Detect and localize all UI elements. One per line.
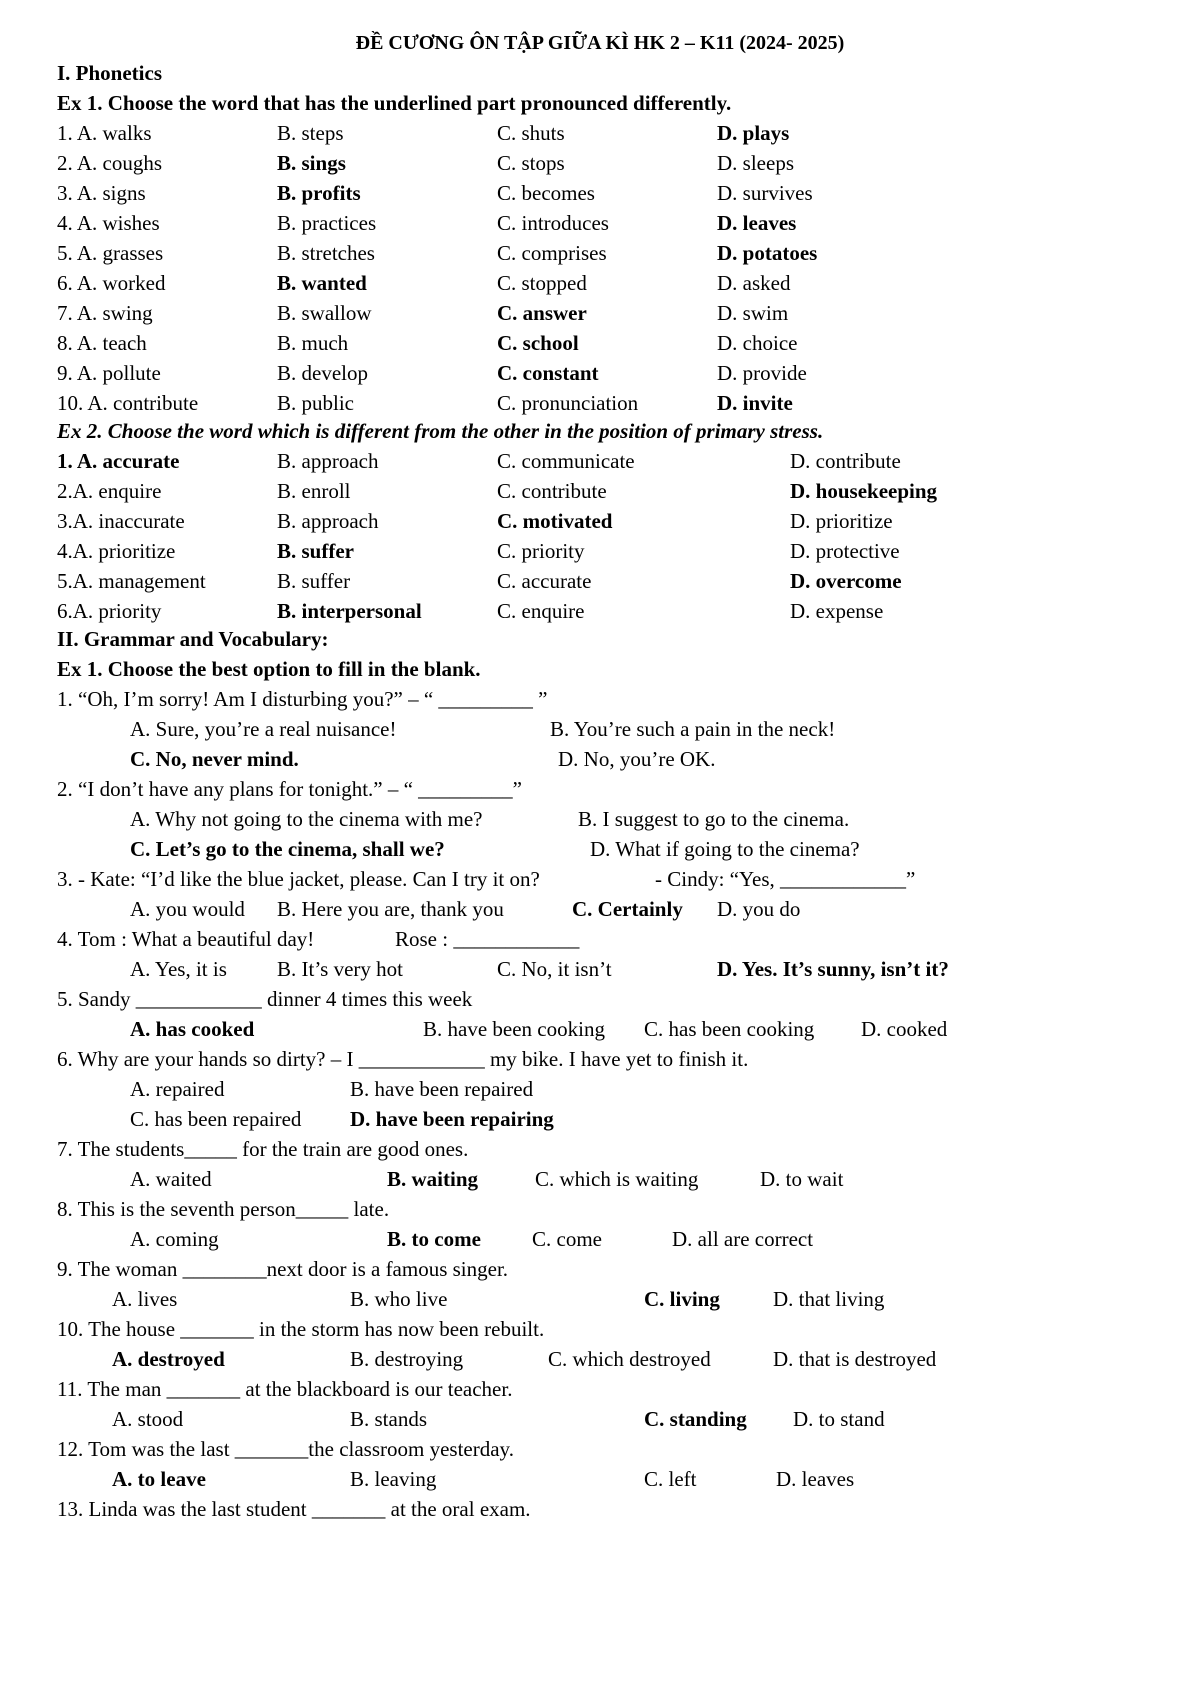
grammar-line-row — [0, 1074, 1200, 1104]
grammar-line-cell: A. Why not going to the cinema with me? — [130, 807, 483, 831]
grammar-line-row — [0, 1224, 1200, 1254]
grammar-line-cell: B. stands — [350, 1407, 428, 1431]
grammar-line-cell: A. waited — [130, 1167, 212, 1191]
phonetics-question-cell: D. provide — [717, 361, 807, 385]
grammar-line-cell: 3. - Kate: “I’d like the blue jacket, please. Can I try it on? — [57, 867, 540, 891]
phonetics-question-cell: C. school — [497, 331, 579, 355]
grammar-line-cell: C. living — [644, 1287, 720, 1311]
phonetics-question-cell: D. asked — [717, 271, 791, 295]
grammar-line-row — [0, 1164, 1200, 1194]
stress-question-cell: D. protective — [790, 539, 900, 563]
phonetics-question-cell: B. public — [277, 391, 354, 415]
grammar-line-cell: 10. The house _______ in the storm has now been rebuilt. — [57, 1317, 545, 1341]
grammar-line-row — [0, 924, 1200, 954]
phonetics-question-cell: 9. A. pollute — [57, 361, 161, 385]
grammar-line-cell: B. have been repaired — [350, 1077, 534, 1101]
phonetics-question-row — [0, 178, 1200, 208]
phonetics-question-row — [0, 358, 1200, 388]
exercise-heading — [0, 88, 1200, 118]
phonetics-question-cell: 4. A. wishes — [57, 211, 160, 235]
stress-question-cell: B. enroll — [277, 479, 351, 503]
phonetics-question-cell: C. constant — [497, 361, 599, 385]
grammar-line-cell: B. destroying — [350, 1347, 464, 1371]
grammar-line-cell: B. I suggest to go to the cinema. — [578, 807, 850, 831]
phonetics-question-cell: D. survives — [717, 181, 813, 205]
stress-question-cell: D. housekeeping — [790, 479, 938, 503]
stress-question-cell: B. approach — [277, 449, 379, 473]
phonetics-question-cell: B. steps — [277, 121, 344, 145]
stress-question-cell: 4.A. prioritize — [57, 539, 176, 563]
stress-question-row — [0, 506, 1200, 536]
grammar-line-cell: C. Certainly — [572, 897, 683, 921]
phonetics-question-cell: 6. A. worked — [57, 271, 166, 295]
page-title: ĐỀ CƯƠNG ÔN TẬP GIỮA KÌ HK 2 – K11 (2024- 2025) — [355, 32, 845, 54]
exercise-heading — [0, 654, 1200, 684]
grammar-line-row — [0, 1314, 1200, 1344]
phonetics-question-cell: C. shuts — [497, 121, 565, 145]
phonetics-question-cell: 8. A. teach — [57, 331, 147, 355]
phonetics-question-cell: B. develop — [277, 361, 368, 385]
phonetics-question-row — [0, 238, 1200, 268]
exercise-label: Ex 1. Choose the word that has the underlined part pronounced differently. — [57, 91, 732, 115]
stress-question-cell: 3.A. inaccurate — [57, 509, 185, 533]
grammar-line-row — [0, 684, 1200, 714]
grammar-line-row — [0, 804, 1200, 834]
phonetics-question-row — [0, 328, 1200, 358]
grammar-line-cell: 4. Tom : What a beautiful day! — [57, 927, 315, 951]
grammar-line-cell: C. left — [644, 1467, 697, 1491]
grammar-line-row — [0, 1464, 1200, 1494]
grammar-line-row — [0, 1494, 1200, 1524]
grammar-line-cell: - Cindy: “Yes, ____________” — [655, 867, 916, 891]
grammar-line-row — [0, 714, 1200, 744]
grammar-line-cell: A. repaired — [130, 1077, 225, 1101]
grammar-line-row — [0, 1374, 1200, 1404]
grammar-line-cell: A. you would — [130, 897, 245, 921]
stress-question-cell: B. approach — [277, 509, 379, 533]
grammar-line-cell: C. which is waiting — [535, 1167, 699, 1191]
grammar-line-cell: B. Here you are, thank you — [277, 897, 504, 921]
phonetics-question-cell: B. practices — [277, 211, 377, 235]
grammar-line-row — [0, 894, 1200, 924]
phonetics-question-row — [0, 298, 1200, 328]
grammar-line-row — [0, 1104, 1200, 1134]
grammar-line-row — [0, 1434, 1200, 1464]
grammar-line-cell: A. coming — [130, 1227, 219, 1251]
grammar-line-row — [0, 1044, 1200, 1074]
grammar-line-cell: C. come — [532, 1227, 602, 1251]
grammar-line-row — [0, 954, 1200, 984]
section-heading-grammar — [0, 624, 1200, 654]
section-label: II. Grammar and Vocabulary: — [57, 627, 329, 651]
grammar-line-cell: A. destroyed — [112, 1347, 225, 1371]
phonetics-question-cell: B. swallow — [277, 301, 372, 325]
stress-question-cell: B. suffer — [277, 539, 354, 563]
section-label: I. Phonetics — [57, 61, 162, 85]
grammar-line-cell: 9. The woman ________next door is a famous singer. — [57, 1257, 509, 1281]
grammar-line-cell: 13. Linda was the last student _______ at the oral exam. — [57, 1497, 531, 1521]
exercise-heading — [0, 416, 1200, 446]
stress-question-cell: D. expense — [790, 599, 884, 623]
stress-question-cell: D. overcome — [790, 569, 902, 593]
phonetics-question-cell: 1. A. walks — [57, 121, 152, 145]
grammar-line-cell: A. Yes, it is — [130, 957, 227, 981]
grammar-line-row — [0, 744, 1200, 774]
phonetics-question-cell: D. invite — [717, 391, 793, 415]
grammar-line-cell: C. has been repaired — [130, 1107, 302, 1131]
grammar-line-cell: D. that is destroyed — [773, 1347, 937, 1371]
phonetics-question-cell: 2. A. coughs — [57, 151, 162, 175]
stress-question-cell: C. contribute — [497, 479, 607, 503]
grammar-line-cell: C. standing — [644, 1407, 747, 1431]
phonetics-question-cell: C. comprises — [497, 241, 607, 265]
stress-question-row — [0, 446, 1200, 476]
phonetics-question-row — [0, 148, 1200, 178]
grammar-line-cell: 7. The students_____ for the train are good ones. — [57, 1137, 469, 1161]
grammar-line-cell: C. No, it isn’t — [497, 957, 612, 981]
phonetics-question-cell: B. stretches — [277, 241, 375, 265]
grammar-line-row — [0, 1194, 1200, 1224]
grammar-line-row — [0, 774, 1200, 804]
phonetics-question-cell: C. stopped — [497, 271, 587, 295]
grammar-line-cell: A. lives — [112, 1287, 178, 1311]
stress-question-cell: C. priority — [497, 539, 585, 563]
phonetics-question-cell: D. plays — [717, 121, 790, 145]
stress-question-cell: 2.A. enquire — [57, 479, 162, 503]
section-heading-phonetics — [0, 58, 1200, 88]
grammar-line-cell: Rose : ____________ — [395, 927, 580, 951]
phonetics-question-row — [0, 268, 1200, 298]
grammar-line-cell: D. you do — [717, 897, 801, 921]
phonetics-question-cell: B. profits — [277, 181, 361, 205]
phonetics-question-cell: D. leaves — [717, 211, 797, 235]
grammar-line-row — [0, 1134, 1200, 1164]
grammar-line-row — [0, 864, 1200, 894]
phonetics-question-cell: D. sleeps — [717, 151, 794, 175]
phonetics-question-row — [0, 118, 1200, 148]
grammar-line-cell: D. What if going to the cinema? — [590, 837, 860, 861]
grammar-line-cell: 5. Sandy ____________ dinner 4 times this week — [57, 987, 473, 1011]
grammar-line-row — [0, 1014, 1200, 1044]
phonetics-question-cell: 3. A. signs — [57, 181, 146, 205]
stress-question-cell: 5.A. management — [57, 569, 206, 593]
stress-question-cell: B. suffer — [277, 569, 351, 593]
grammar-line-row — [0, 1254, 1200, 1284]
grammar-line-cell: 8. This is the seventh person_____ late. — [57, 1197, 390, 1221]
grammar-line-row — [0, 834, 1200, 864]
grammar-line-cell: 1. “Oh, I’m sorry! Am I disturbing you?” – “ _________ ” — [57, 687, 548, 711]
stress-question-cell: B. interpersonal — [277, 599, 422, 623]
grammar-line-cell: B. leaving — [350, 1467, 437, 1491]
grammar-line-cell: D. No, you’re OK. — [558, 747, 716, 771]
grammar-line-cell: B. who live — [350, 1287, 448, 1311]
grammar-line-cell: 12. Tom was the last _______the classroom yesterday. — [57, 1437, 514, 1461]
phonetics-question-cell: C. answer — [497, 301, 587, 325]
phonetics-question-cell: B. sings — [277, 151, 346, 175]
stress-question-cell: C. communicate — [497, 449, 635, 473]
phonetics-question-cell: B. much — [277, 331, 349, 355]
phonetics-question-cell: D. potatoes — [717, 241, 818, 265]
stress-question-row — [0, 566, 1200, 596]
grammar-line-cell: C. No, never mind. — [130, 747, 299, 771]
grammar-line-cell: B. It’s very hot — [277, 957, 403, 981]
phonetics-question-cell: 5. A. grasses — [57, 241, 164, 265]
phonetics-question-row — [0, 388, 1200, 418]
grammar-line-cell: 6. Why are your hands so dirty? – I ____________ my bike. I have yet to finish it. — [57, 1047, 749, 1071]
phonetics-question-cell: 10. A. contribute — [57, 391, 199, 415]
stress-question-row — [0, 596, 1200, 626]
exercise-label: Ex 1. Choose the best option to fill in the blank. — [57, 657, 481, 681]
phonetics-question-cell: C. introduces — [497, 211, 609, 235]
grammar-line-cell: A. to leave — [112, 1467, 206, 1491]
grammar-line-cell: A. Sure, you’re a real nuisance! — [130, 717, 397, 741]
stress-question-cell: C. enquire — [497, 599, 585, 623]
grammar-line-cell: D. that living — [773, 1287, 885, 1311]
grammar-line-row — [0, 1404, 1200, 1434]
phonetics-question-cell: 7. A. swing — [57, 301, 153, 325]
stress-question-cell: C. accurate — [497, 569, 592, 593]
grammar-line-cell: D. Yes. It’s sunny, isn’t it? — [717, 957, 949, 981]
grammar-line-cell: D. all are correct — [672, 1227, 814, 1251]
grammar-line-row — [0, 984, 1200, 1014]
grammar-line-cell: D. to wait — [760, 1167, 844, 1191]
stress-question-row — [0, 536, 1200, 566]
grammar-line-cell: C. Let’s go to the cinema, shall we? — [130, 837, 445, 861]
grammar-line-cell: B. waiting — [387, 1167, 479, 1191]
grammar-line-cell: A. has cooked — [130, 1017, 255, 1041]
phonetics-question-cell: D. choice — [717, 331, 798, 355]
stress-question-cell: D. prioritize — [790, 509, 893, 533]
exercise-label: Ex 2. Choose the word which is different from the other in the position of primary stress. — [57, 419, 824, 443]
stress-question-cell: 1. A. accurate — [57, 449, 180, 473]
stress-question-cell: C. motivated — [497, 509, 613, 533]
grammar-line-cell: D. to stand — [793, 1407, 885, 1431]
stress-question-cell: D. contribute — [790, 449, 901, 473]
grammar-line-row — [0, 1284, 1200, 1314]
phonetics-question-cell: B. wanted — [277, 271, 367, 295]
grammar-line-cell: D. have been repairing — [350, 1107, 554, 1131]
grammar-line-cell: C. has been cooking — [644, 1017, 815, 1041]
phonetics-question-cell: C. stops — [497, 151, 565, 175]
grammar-line-cell: B. have been cooking — [423, 1017, 605, 1041]
grammar-line-cell: D. cooked — [861, 1017, 948, 1041]
grammar-line-cell: D. leaves — [776, 1467, 855, 1491]
phonetics-question-cell: C. becomes — [497, 181, 595, 205]
grammar-line-cell: 2. “I don’t have any plans for tonight.” – “ _________” — [57, 777, 523, 801]
grammar-line-cell: A. stood — [112, 1407, 184, 1431]
grammar-line-row — [0, 1344, 1200, 1374]
phonetics-question-cell: D. swim — [717, 301, 789, 325]
phonetics-question-row — [0, 208, 1200, 238]
grammar-line-cell: B. You’re such a pain in the neck! — [550, 717, 836, 741]
stress-question-cell: 6.A. priority — [57, 599, 162, 623]
grammar-line-cell: C. which destroyed — [548, 1347, 711, 1371]
stress-question-row — [0, 476, 1200, 506]
phonetics-question-cell: C. pronunciation — [497, 391, 639, 415]
grammar-line-cell: B. to come — [387, 1227, 481, 1251]
grammar-line-cell: 11. The man _______ at the blackboard is our teacher. — [57, 1377, 513, 1401]
